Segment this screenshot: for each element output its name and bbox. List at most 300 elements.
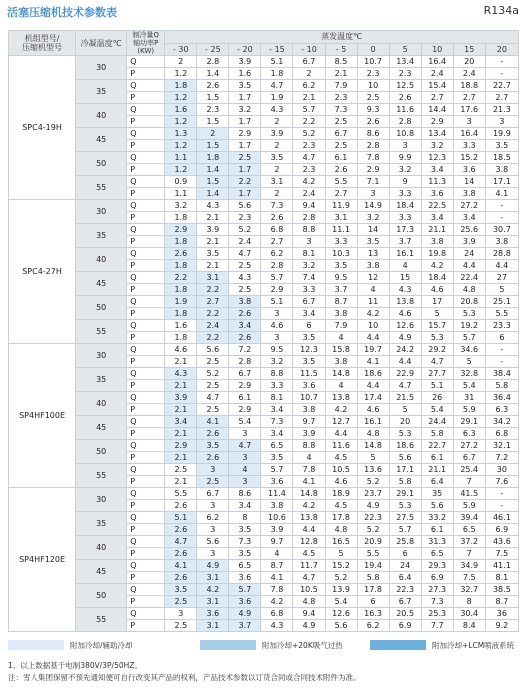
value-cell: 3.1 xyxy=(197,572,229,584)
row-kind-label: Q xyxy=(127,464,165,476)
value-cell: 2.6 xyxy=(229,332,261,344)
value-cell: 4 xyxy=(261,548,293,560)
value-cell: 8.4 xyxy=(453,620,485,632)
value-cell: 3.6 xyxy=(421,188,453,200)
value-cell: 37.2 xyxy=(453,536,485,548)
value-cell: 1.3 xyxy=(165,128,197,140)
value-cell: 35 xyxy=(421,488,453,500)
value-cell: 10.5 xyxy=(293,584,325,596)
value-cell: 14 xyxy=(357,224,389,236)
value-cell: 4.3 xyxy=(261,104,293,116)
value-cell: 34.9 xyxy=(453,560,485,572)
value-cell: 2.6 xyxy=(165,524,197,536)
table-row xyxy=(9,464,519,476)
value-cell: 1.8 xyxy=(165,332,197,344)
value-cell: 2.1 xyxy=(165,356,197,368)
row-kind-label: Q xyxy=(127,488,165,500)
value-cell: 3.1 xyxy=(197,596,229,608)
value-cell: 2.9 xyxy=(261,284,293,296)
value-cell: 3.8 xyxy=(485,164,518,176)
value-cell: 7.2 xyxy=(229,344,261,356)
legend-label: 附加冷却+20K吸气过热 xyxy=(262,640,343,650)
table-row xyxy=(9,416,519,428)
value-cell: 1.4 xyxy=(197,188,229,200)
value-cell: 4.1 xyxy=(197,416,229,428)
value-cell: 12.3 xyxy=(421,152,453,164)
value-cell: 19.9 xyxy=(485,128,518,140)
header-capacity-power: 制冷量Q 轴功率P (KW) xyxy=(127,31,165,56)
value-cell: 1.8 xyxy=(165,80,197,92)
value-cell: 27.2 xyxy=(453,440,485,452)
value-cell: 3.3 xyxy=(453,140,485,152)
value-cell: - xyxy=(485,68,518,80)
value-cell: 2.6 xyxy=(165,500,197,512)
value-cell: 3.5 xyxy=(293,332,325,344)
cond-temp: 55 xyxy=(76,176,127,200)
row-kind-label: P xyxy=(127,404,165,416)
value-cell: 2.9 xyxy=(229,128,261,140)
value-cell: 2.9 xyxy=(165,224,197,236)
value-cell: 3.4 xyxy=(165,416,197,428)
value-cell: 9.9 xyxy=(389,152,421,164)
cond-temp: 50 xyxy=(76,296,127,320)
value-cell: 4.4 xyxy=(485,260,518,272)
value-cell: 2.4 xyxy=(229,236,261,248)
value-cell: 1.8 xyxy=(165,236,197,248)
value-cell: 2.5 xyxy=(325,140,357,152)
value-cell: 3.5 xyxy=(229,524,261,536)
value-cell: 3.3 xyxy=(389,188,421,200)
value-cell: 3.4 xyxy=(229,320,261,332)
table-row xyxy=(9,200,519,212)
value-cell: 46.1 xyxy=(485,512,518,524)
value-cell: 12.6 xyxy=(325,608,357,620)
value-cell: 8.1 xyxy=(485,572,518,584)
value-cell: 3.6 xyxy=(293,380,325,392)
value-cell: 3.9 xyxy=(165,392,197,404)
value-cell: 4.6 xyxy=(357,404,389,416)
row-kind-label: P xyxy=(127,236,165,248)
value-cell: 7.7 xyxy=(421,620,453,632)
spec-table xyxy=(8,30,519,632)
value-cell: 2.2 xyxy=(197,308,229,320)
value-cell: 3.8 xyxy=(293,404,325,416)
value-cell: 6.4 xyxy=(389,572,421,584)
value-cell: 3.6 xyxy=(229,596,261,608)
value-cell: 7 xyxy=(453,548,485,560)
value-cell: 6.1 xyxy=(229,392,261,404)
row-kind-label: Q xyxy=(127,80,165,92)
header-evap-temp-value: 15 xyxy=(453,43,485,56)
value-cell: 6.5 xyxy=(261,440,293,452)
value-cell: 17.3 xyxy=(389,224,421,236)
value-cell: 2.9 xyxy=(165,440,197,452)
value-cell: 7.8 xyxy=(261,584,293,596)
value-cell: 2 xyxy=(165,56,197,68)
value-cell: 3.5 xyxy=(485,140,518,152)
value-cell: 25.8 xyxy=(389,536,421,548)
value-cell: 4.5 xyxy=(325,452,357,464)
value-cell: - xyxy=(485,200,518,212)
value-cell: 23.7 xyxy=(357,488,389,500)
value-cell: 4.7 xyxy=(229,248,261,260)
value-cell: 1.7 xyxy=(229,92,261,104)
value-cell: 13.4 xyxy=(421,128,453,140)
value-cell: 14.4 xyxy=(421,104,453,116)
value-cell: 5.3 xyxy=(389,500,421,512)
value-cell: 2.2 xyxy=(293,116,325,128)
header-evap-temp-value: 10 xyxy=(421,43,453,56)
value-cell: 11.6 xyxy=(389,104,421,116)
cond-temp: 40 xyxy=(76,248,127,272)
value-cell: 3.7 xyxy=(229,620,261,632)
value-cell: - xyxy=(485,56,518,68)
value-cell: 3.8 xyxy=(453,188,485,200)
legend xyxy=(8,638,519,652)
value-cell: 4.5 xyxy=(325,500,357,512)
value-cell: 2.2 xyxy=(197,284,229,296)
value-cell: 2.8 xyxy=(261,260,293,272)
value-cell: 15.2 xyxy=(325,560,357,572)
value-cell: 1.2 xyxy=(165,92,197,104)
value-cell: 8.8 xyxy=(293,224,325,236)
table-row xyxy=(9,176,519,188)
value-cell: 2.3 xyxy=(389,68,421,80)
value-cell: 3.4 xyxy=(453,212,485,224)
value-cell: 2.8 xyxy=(293,212,325,224)
value-cell: 20 xyxy=(453,56,485,68)
value-cell: 4.7 xyxy=(229,440,261,452)
value-cell: 3.5 xyxy=(325,260,357,272)
value-cell: 3.4 xyxy=(421,164,453,176)
value-cell: 16.5 xyxy=(325,536,357,548)
value-cell: 29.3 xyxy=(421,560,453,572)
value-cell: 29.1 xyxy=(389,488,421,500)
value-cell: 2.6 xyxy=(165,248,197,260)
row-kind-label: Q xyxy=(127,440,165,452)
value-cell: 5.6 xyxy=(197,536,229,548)
value-cell: 19.4 xyxy=(357,560,389,572)
value-cell: 1.7 xyxy=(229,188,261,200)
value-cell: 6.8 xyxy=(485,428,518,440)
value-cell: 30.4 xyxy=(453,608,485,620)
legend-swatch xyxy=(200,640,256,650)
value-cell: 3.9 xyxy=(261,524,293,536)
value-cell: 9.5 xyxy=(261,344,293,356)
value-cell: 3.4 xyxy=(261,404,293,416)
value-cell: 5.7 xyxy=(229,584,261,596)
value-cell: 7.3 xyxy=(261,416,293,428)
value-cell: 3.4 xyxy=(229,500,261,512)
table-row xyxy=(9,584,519,596)
value-cell: 6.7 xyxy=(453,452,485,464)
value-cell: 4.1 xyxy=(357,356,389,368)
value-cell: 2.5 xyxy=(229,284,261,296)
value-cell: 3 xyxy=(485,116,518,128)
value-cell: 1.1 xyxy=(165,152,197,164)
value-cell: 11.7 xyxy=(293,560,325,572)
value-cell: 5.7 xyxy=(293,104,325,116)
value-cell: 3.2 xyxy=(357,212,389,224)
value-cell: 3.3 xyxy=(293,284,325,296)
value-cell: 28.8 xyxy=(485,248,518,260)
value-cell: 7.3 xyxy=(325,104,357,116)
value-cell: 3.2 xyxy=(229,104,261,116)
value-cell: 2.1 xyxy=(197,236,229,248)
value-cell: 15.7 xyxy=(421,320,453,332)
row-kind-label: Q xyxy=(127,224,165,236)
value-cell: 5.7 xyxy=(389,524,421,536)
value-cell: 6.2 xyxy=(197,512,229,524)
value-cell: 2.1 xyxy=(165,452,197,464)
value-cell: 6.2 xyxy=(357,620,389,632)
row-kind-label: Q xyxy=(127,392,165,404)
value-cell: 18.8 xyxy=(453,80,485,92)
value-cell: 3.2 xyxy=(261,356,293,368)
value-cell: 1.8 xyxy=(261,68,293,80)
cond-temp: 55 xyxy=(76,464,127,488)
value-cell: 2.5 xyxy=(197,476,229,488)
value-cell: 2.7 xyxy=(453,92,485,104)
value-cell: 2.6 xyxy=(229,308,261,320)
value-cell: 3.8 xyxy=(261,500,293,512)
value-cell: 1.4 xyxy=(197,68,229,80)
value-cell: 22.7 xyxy=(485,80,518,92)
value-cell: 1.9 xyxy=(165,296,197,308)
value-cell: 14 xyxy=(453,176,485,188)
cond-temp: 55 xyxy=(76,608,127,632)
value-cell: 5.1 xyxy=(165,512,197,524)
value-cell: 13.4 xyxy=(389,56,421,68)
value-cell: 2.2 xyxy=(165,272,197,284)
value-cell: 3.2 xyxy=(293,260,325,272)
value-cell: 5.1 xyxy=(261,56,293,68)
row-kind-label: P xyxy=(127,188,165,200)
header-evap-temp-value: - 20 xyxy=(229,43,261,56)
legend-item-20k-superheat xyxy=(200,638,343,652)
row-kind-label: Q xyxy=(127,104,165,116)
value-cell: 20 xyxy=(389,416,421,428)
value-cell: 6 xyxy=(485,332,518,344)
table-row xyxy=(9,368,519,380)
value-cell: 5 xyxy=(421,308,453,320)
row-kind-label: P xyxy=(127,548,165,560)
value-cell: 15.2 xyxy=(453,152,485,164)
value-cell: 1.1 xyxy=(165,188,197,200)
value-cell: 6 xyxy=(389,548,421,560)
row-kind-label: P xyxy=(127,332,165,344)
value-cell: 5 xyxy=(325,548,357,560)
value-cell: 27.2 xyxy=(453,200,485,212)
value-cell: 4.5 xyxy=(293,548,325,560)
value-cell: 6.5 xyxy=(229,560,261,572)
table-row xyxy=(9,80,519,92)
value-cell: 32.8 xyxy=(453,368,485,380)
value-cell: 2.7 xyxy=(421,92,453,104)
value-cell: 1.7 xyxy=(229,164,261,176)
value-cell: 22.9 xyxy=(389,368,421,380)
header-evap-temp-value: - 30 xyxy=(165,43,197,56)
value-cell: 18.6 xyxy=(389,440,421,452)
value-cell: 3 xyxy=(229,428,261,440)
value-cell: 5.5 xyxy=(357,548,389,560)
value-cell: - xyxy=(485,212,518,224)
value-cell: 5 xyxy=(389,404,421,416)
value-cell: 3.5 xyxy=(229,548,261,560)
value-cell: 16.4 xyxy=(421,56,453,68)
value-cell: 2.4 xyxy=(293,188,325,200)
cond-temp: 30 xyxy=(76,488,127,512)
value-cell: 2.6 xyxy=(357,116,389,128)
value-cell: 3 xyxy=(261,332,293,344)
value-cell: 4.9 xyxy=(357,500,389,512)
value-cell: 4.1 xyxy=(293,476,325,488)
value-cell: 13.8 xyxy=(389,296,421,308)
value-cell: 1.5 xyxy=(197,140,229,152)
value-cell: 4.9 xyxy=(293,620,325,632)
row-kind-label: P xyxy=(127,260,165,272)
row-kind-label: Q xyxy=(127,176,165,188)
cond-temp: 40 xyxy=(76,104,127,128)
value-cell: 5.3 xyxy=(421,332,453,344)
value-cell: 2.3 xyxy=(293,164,325,176)
value-cell: 8 xyxy=(453,596,485,608)
value-cell: 10.6 xyxy=(261,512,293,524)
value-cell: 2.5 xyxy=(165,596,197,608)
value-cell: 5.5 xyxy=(325,176,357,188)
value-cell: 11.4 xyxy=(261,488,293,500)
value-cell: 3 xyxy=(197,548,229,560)
value-cell: 11.5 xyxy=(293,368,325,380)
header-evap-temp-value: - 25 xyxy=(197,43,229,56)
value-cell: 11.3 xyxy=(421,176,453,188)
value-cell: 3.6 xyxy=(453,164,485,176)
value-cell: 10 xyxy=(357,80,389,92)
value-cell: 2.6 xyxy=(197,80,229,92)
value-cell: 4.7 xyxy=(293,572,325,584)
value-cell: 3.9 xyxy=(197,224,229,236)
value-cell: 6.4 xyxy=(421,476,453,488)
value-cell: 20.8 xyxy=(453,296,485,308)
value-cell: 2.9 xyxy=(357,164,389,176)
value-cell: 19.8 xyxy=(421,248,453,260)
value-cell: 24 xyxy=(453,248,485,260)
value-cell: 3.1 xyxy=(261,176,293,188)
value-cell: 5.8 xyxy=(485,380,518,392)
value-cell: 5.2 xyxy=(357,476,389,488)
value-cell: 22.3 xyxy=(389,584,421,596)
value-cell: 7.6 xyxy=(485,476,518,488)
value-cell: 19.2 xyxy=(453,320,485,332)
value-cell: 10 xyxy=(357,320,389,332)
value-cell: 24.2 xyxy=(389,344,421,356)
cond-temp: 50 xyxy=(76,152,127,176)
value-cell: 1.2 xyxy=(165,140,197,152)
value-cell: 2.2 xyxy=(229,176,261,188)
value-cell: 2 xyxy=(261,140,293,152)
value-cell: 1.8 xyxy=(165,260,197,272)
value-cell: 4.6 xyxy=(389,308,421,320)
value-cell: 2.6 xyxy=(325,164,357,176)
value-cell: 4.3 xyxy=(261,620,293,632)
value-cell: 6.9 xyxy=(421,572,453,584)
value-cell: 32.7 xyxy=(453,584,485,596)
cond-temp: 45 xyxy=(76,272,127,296)
value-cell: 7.3 xyxy=(421,596,453,608)
value-cell: 7 xyxy=(453,476,485,488)
table-row xyxy=(9,296,519,308)
value-cell: 2.6 xyxy=(389,92,421,104)
row-kind-label: P xyxy=(127,68,165,80)
value-cell: 2.1 xyxy=(165,380,197,392)
row-kind-label: P xyxy=(127,620,165,632)
value-cell: 2.7 xyxy=(261,236,293,248)
row-kind-label: P xyxy=(127,500,165,512)
cond-temp: 40 xyxy=(76,536,127,560)
value-cell: 2.5 xyxy=(325,116,357,128)
value-cell: 3.8 xyxy=(229,296,261,308)
table-row xyxy=(9,104,519,116)
row-kind-label: Q xyxy=(127,416,165,428)
value-cell: 6.3 xyxy=(485,404,518,416)
value-cell: 17.1 xyxy=(389,464,421,476)
value-cell: 3 xyxy=(165,608,197,620)
value-cell: 20.5 xyxy=(389,608,421,620)
value-cell: 5.7 xyxy=(453,332,485,344)
value-cell: 39.4 xyxy=(453,512,485,524)
header-evap-temp-value: - 15 xyxy=(261,43,293,56)
row-kind-label: P xyxy=(127,356,165,368)
value-cell: 6 xyxy=(357,596,389,608)
value-cell: 2.1 xyxy=(325,68,357,80)
value-cell: 5 xyxy=(485,284,518,296)
value-cell: 3 xyxy=(453,116,485,128)
value-cell: 21.1 xyxy=(421,224,453,236)
cond-temp: 50 xyxy=(76,584,127,608)
header-evap-temp-value: 0 xyxy=(357,43,389,56)
value-cell: 2.2 xyxy=(197,332,229,344)
value-cell: 6.9 xyxy=(485,524,518,536)
value-cell: 17.4 xyxy=(357,392,389,404)
value-cell: 1.2 xyxy=(165,164,197,176)
value-cell: 7.9 xyxy=(325,80,357,92)
cond-temp: 45 xyxy=(76,416,127,440)
row-kind-label: P xyxy=(127,308,165,320)
value-cell: 30 xyxy=(485,464,518,476)
value-cell: 1.2 xyxy=(165,68,197,80)
value-cell: 5.9 xyxy=(453,500,485,512)
value-cell: 3 xyxy=(229,476,261,488)
value-cell: 4 xyxy=(389,260,421,272)
value-cell: 5.2 xyxy=(325,572,357,584)
value-cell: 22.7 xyxy=(421,440,453,452)
value-cell: 13.8 xyxy=(325,392,357,404)
value-cell: 9.4 xyxy=(293,608,325,620)
value-cell: 1.5 xyxy=(197,92,229,104)
cond-temp: 30 xyxy=(76,200,127,224)
value-cell: - xyxy=(485,500,518,512)
value-cell: 6.7 xyxy=(389,596,421,608)
value-cell: 2.3 xyxy=(325,92,357,104)
value-cell: 5.6 xyxy=(197,344,229,356)
cond-temp: 30 xyxy=(76,56,127,80)
value-cell: 22.5 xyxy=(421,200,453,212)
value-cell: 7.8 xyxy=(357,152,389,164)
table-row xyxy=(9,56,519,68)
value-cell: 4.2 xyxy=(261,596,293,608)
value-cell: 29.1 xyxy=(453,416,485,428)
value-cell: 21.5 xyxy=(389,392,421,404)
